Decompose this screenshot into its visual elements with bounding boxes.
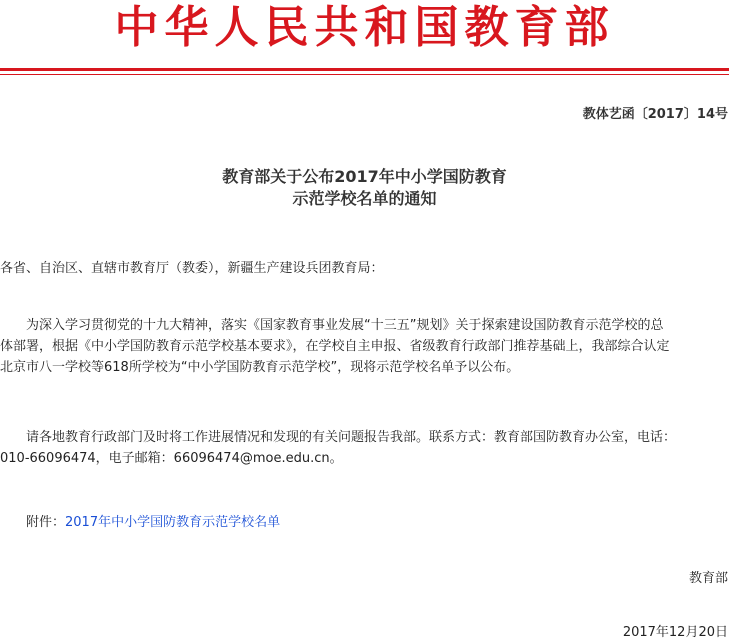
body-paragraph-1 <box>0 315 729 378</box>
notice-title-line-2: 示范学校名单的通知 <box>292 189 437 208</box>
issuer-signature: 教育部 <box>688 571 728 586</box>
notice-title-line-1: 教育部关于公布2017年中小学国防教育 <box>222 167 507 186</box>
ministry-masthead: 中华人民共和国教育部 <box>114 2 615 53</box>
body-paragraph-2 <box>0 427 729 469</box>
masthead-divider-thin <box>0 74 729 75</box>
attachment-label: 附件： <box>26 515 66 530</box>
paragraph-1-line-1: 为深入学习贯彻党的十九大精神，落实《国家教育事业发展“十三五”规划》关于探索建设国防教育示范学校的总 <box>26 318 664 333</box>
attachment-row <box>26 512 280 533</box>
document-number: 教体艺函〔2017〕14号 <box>582 107 728 122</box>
paragraph-2-line-2: 010-66096474，电子邮箱：66096474@moe.edu.cn。 <box>0 451 343 466</box>
attachment-link[interactable]: 2017年中小学国防教育示范学校名单 <box>65 515 281 530</box>
notice-title <box>0 166 729 210</box>
salutation: 各省、自治区、直辖市教育厅（教委），新疆生产建设兵团教育局： <box>0 261 384 276</box>
paragraph-2-line-1: 请各地教育行政部门及时将工作进展情况和发现的有关问题报告我部。联系方式：教育部国防教育办公室，电话： <box>26 430 677 445</box>
masthead-divider-thick <box>0 68 729 71</box>
issue-date: 2017年12月20日 <box>622 625 728 640</box>
paragraph-1-line-2: 体部署，根据《中小学国防教育示范学校基本要求》，在学校自主申报、省级教育行政部门推荐基础上，我部综合认定 <box>0 339 670 354</box>
paragraph-1-line-3: 北京市八一学校等618所学校为“中小学国防教育示范学校”，现将示范学校名单予以公布。 <box>0 360 520 375</box>
